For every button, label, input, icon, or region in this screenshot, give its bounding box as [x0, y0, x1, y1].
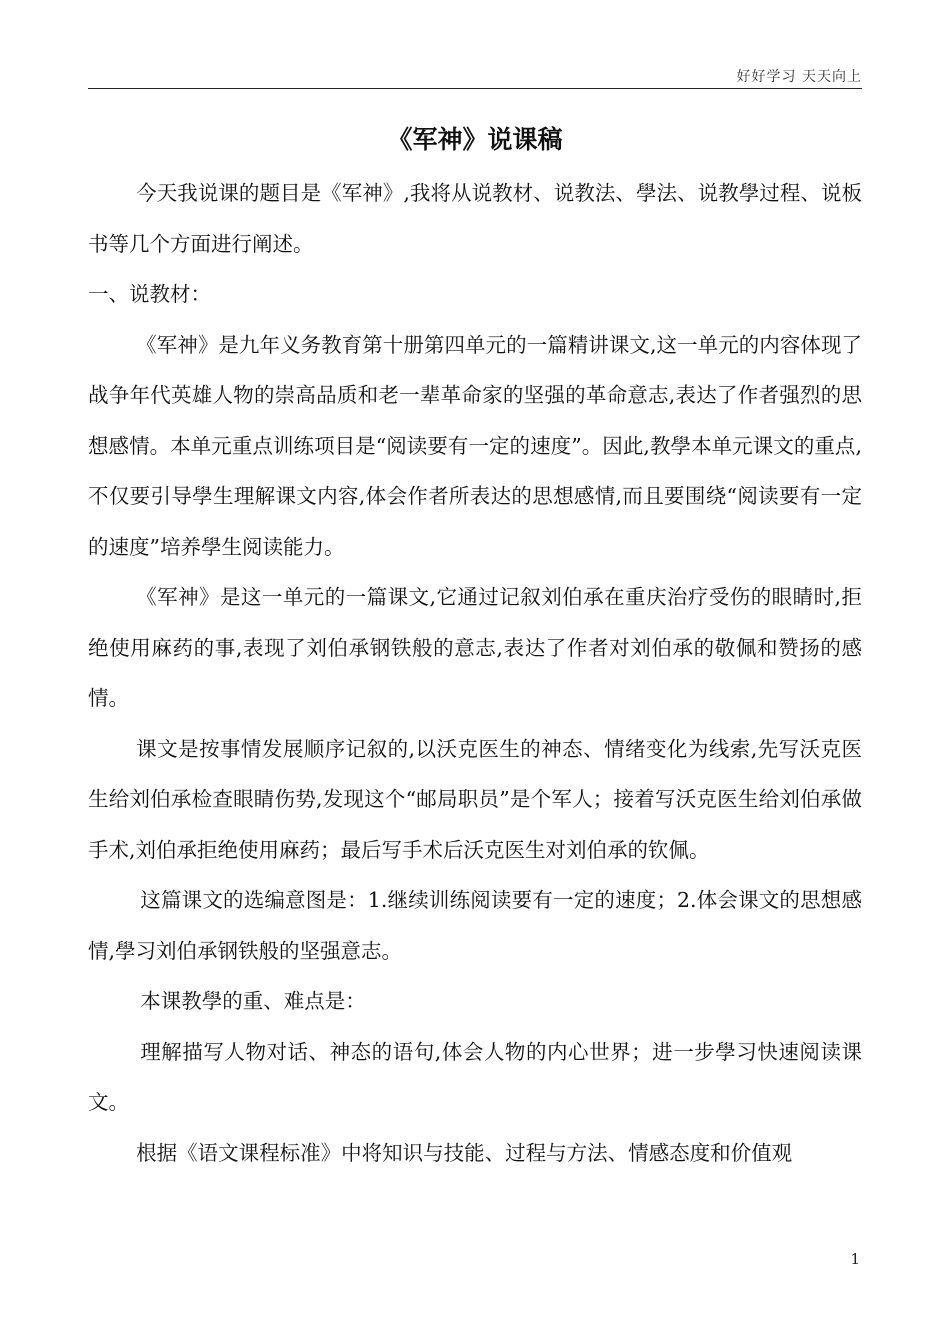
document-title: 《军神》说课稿 [387, 125, 563, 154]
paragraph-unit-overview: 《军神》是九年义务教育第十册第四单元的一篇精讲课文,这一单元的内容体现了战争年代英雄人物的崇高品质和老一辈革命家的坚强的革命意志,表达了作者强烈的思想感情。本单元重点训练项目是“阅读要有一定的速度”。因此,教學本单元课文的重点,不仅要引导學生理解课文内容,体会作者所表达的思想感情,而且要围绕“阅读要有一定的速度”培养學生阅读能力。 [88, 332, 862, 559]
page-number: 1 [850, 1250, 860, 1268]
paragraph-curriculum-standard: 根据《语文课程标准》中将知识与技能、过程与方法、情感态度和价值观 [136, 1140, 793, 1165]
paragraph-intro: 今天我说课的题目是《军神》,我将从说教材、说教法、學法、说教學过程、说板书等几个方面进行阐述。 [88, 181, 862, 256]
paragraph-narrative-order: 课文是按事情发展顺序记叙的,以沃克医生的神态、情绪变化为线索,先写沃克医生给刘伯承检查眼睛伤势,发现这个“邮局职员”是个军人；接着写沃克医生给刘伯承做手术,刘伯承拒绝使用麻药；最后写手术后沃克医生对刘伯承的钦佩。 [88, 736, 862, 862]
paragraph-key-points: 理解描写人物对话、神态的语句,体会人物的内心世界；进一步學习快速阅读课文。 [88, 1039, 862, 1114]
section-heading-materials: 一、说教材： [88, 282, 211, 306]
paragraph-lesson-summary: 《军神》是这一单元的一篇课文,它通过记叙刘伯承在重庆治疗受伤的眼睛时,拒绝使用麻药的事,表现了刘伯承钢铁般的意志,表达了作者对刘伯承的敬佩和赞扬的感情。 [88, 585, 862, 710]
header-rule [88, 88, 862, 89]
paragraph-selection-intent: 这篇课文的选编意图是：1.继续训练阅读要有一定的速度；2.体会课文的思想感情,學习刘伯承钢铁般的坚强意志。 [88, 888, 862, 963]
document-body [88, 168, 862, 1178]
page-header: 好好学习 天天向上 [736, 69, 862, 85]
paragraph-key-points-heading: 本课教學的重、难点是： [140, 989, 366, 1013]
